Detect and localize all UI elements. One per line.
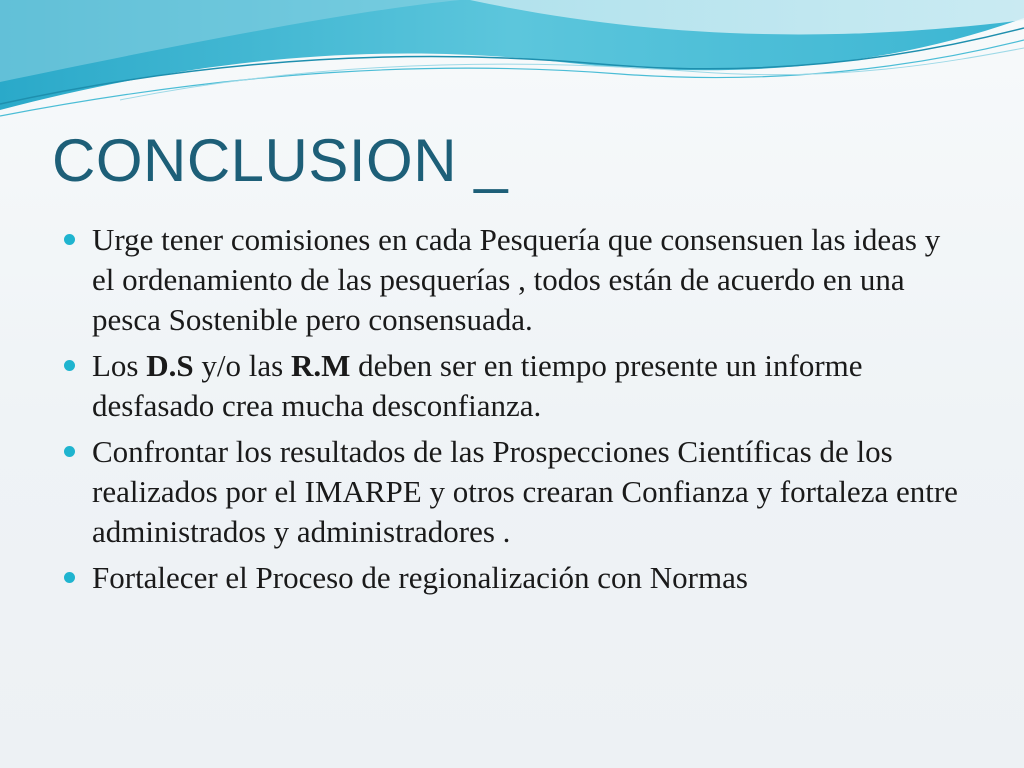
bullet-text: Confrontar los resultados de las Prospecciones Científicas de los realizados por el IMARPE y otros crearan Confianza y fortaleza entre administrados y administradores . (92, 434, 958, 549)
bullet-text: Los (92, 348, 147, 383)
bullet-text-bold: D.S (146, 348, 194, 383)
bullet-text: Fortalecer el Proceso de regionalización con Normas (92, 560, 748, 595)
bullet-item (62, 432, 962, 552)
bullet-text-bold: R.M (290, 348, 351, 383)
bullet-dot-icon (64, 360, 75, 371)
bullet-dot-icon (64, 234, 75, 245)
bullet-list (62, 220, 962, 604)
decorative-wave-banner (0, 0, 1024, 120)
bullet-text: Urge tener comisiones en cada Pesquería que consensuen las ideas y el ordenamiento de las pesquerías , todos están de acuerdo en una pesca Sostenible pero consensuada. (92, 222, 941, 337)
bullet-dot-icon (64, 572, 75, 583)
bullet-item (62, 558, 962, 598)
bullet-text: deben ser en tiempo presente un informe desfasado crea mucha desconfianza. (92, 348, 863, 423)
slide-title: CONCLUSION _ (52, 127, 509, 194)
bullet-item (62, 346, 962, 426)
bullet-dot-icon (64, 446, 75, 457)
bullet-item (62, 220, 962, 340)
bullet-text: y/o las (193, 348, 291, 383)
